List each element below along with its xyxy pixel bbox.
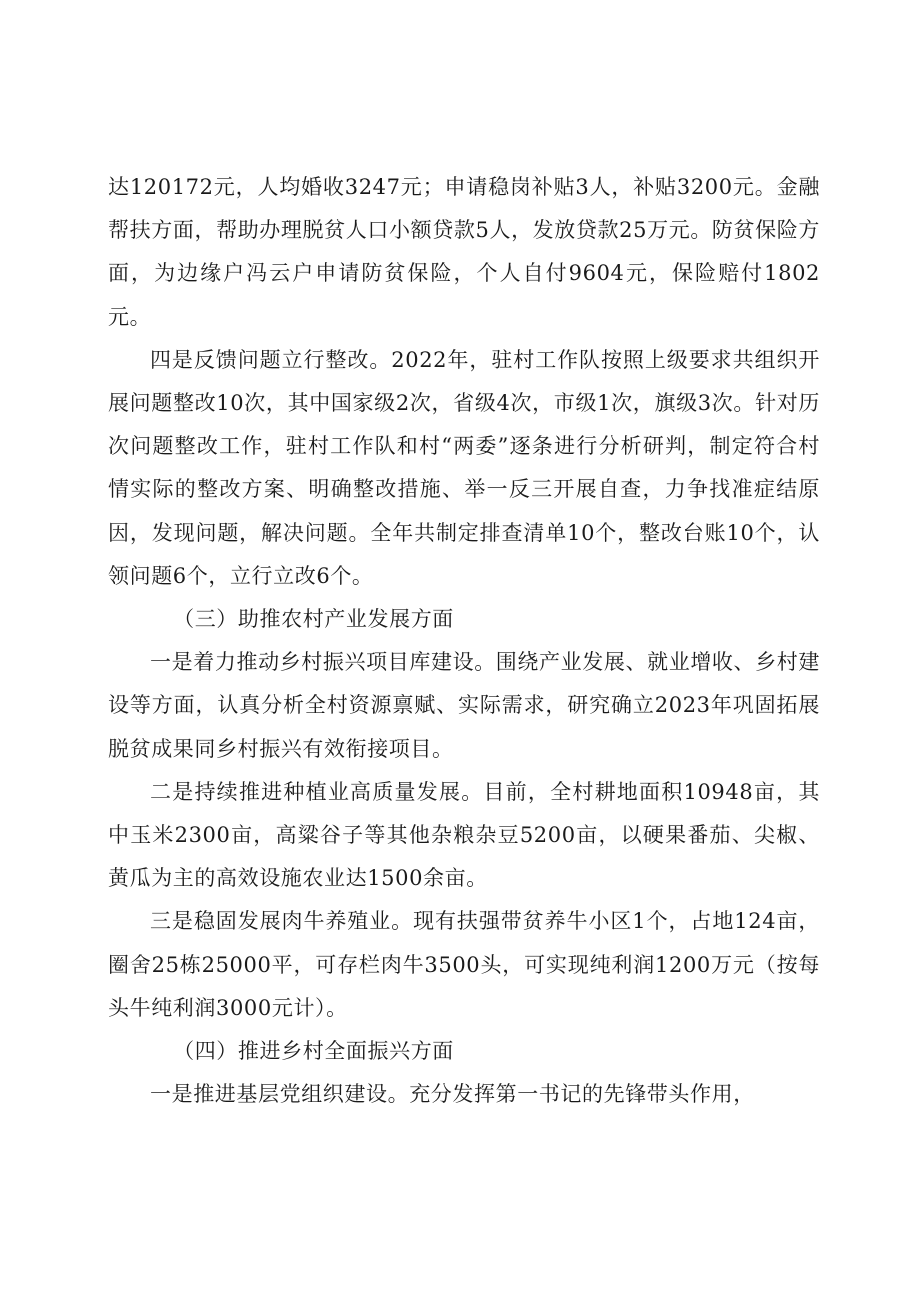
document-body [108, 166, 820, 1116]
paragraph-rectification: 四是反馈问题立行整改。2022年，驻村工作队按照上级要求共组织开展问题整改10次，其中国家级2次，省级4次，市级1次，旗级3次。针对历次问题整改工作，驻村工作队和村“两委”逐条进行分析研判，制定符合村情实际的整改方案、明确整改措施、举一反三开展自查，力争找准症结原因，发现问题，解决问题。全年共制定排查清单10个，整改台账10个，认领问题6个，立行立改6个。 [108, 347, 820, 588]
paragraph-cattle-breeding: 三是稳固发展肉牛养殖业。现有扶强带贫养牛小区1个，占地124亩，圈舍25栋25000平，可存栏肉牛3500头，可实现纯利润1200万元（按每头牛纯利润3000元计）。 [108, 909, 820, 1020]
paragraph-planting: 二是持续推进种植业高质量发展。目前，全村耕地面积10948亩，其中玉米2300亩，高粱谷子等其他杂粮杂豆5200亩，以硬果番茄、尖椒、黄瓜为主的高效设施农业达1500余亩。 [108, 779, 820, 891]
paragraph-employment-finance-insurance: 达120172元，人均婚收3247元；申请稳岗补贴3人，补贴3200元。金融帮扶方面，帮助办理脱贫人口小额贷款5人，发放贷款25万元。防贫保险方面，为边缘户冯云户申请防贫保险，个人自付9604元，保险赔付1802元。 [108, 175, 820, 329]
paragraph-project-library: 一是着力推动乡村振兴项目库建设。围绕产业发展、就业增收、乡村建设等方面，认真分析全村资源禀赋、实际需求，研究确立2023年巩固拓展脱贫成果同乡村振兴有效衔接项目。 [108, 650, 820, 761]
section-heading-rural-revitalization: （四）推进乡村全面振兴方面 [173, 1039, 454, 1064]
paragraph-party-organization: 一是推进基层党组织建设。充分发挥第一书记的先锋带头作用， [150, 1082, 755, 1107]
section-heading-industry-development: （三）助推农村产业发展方面 [173, 607, 454, 632]
